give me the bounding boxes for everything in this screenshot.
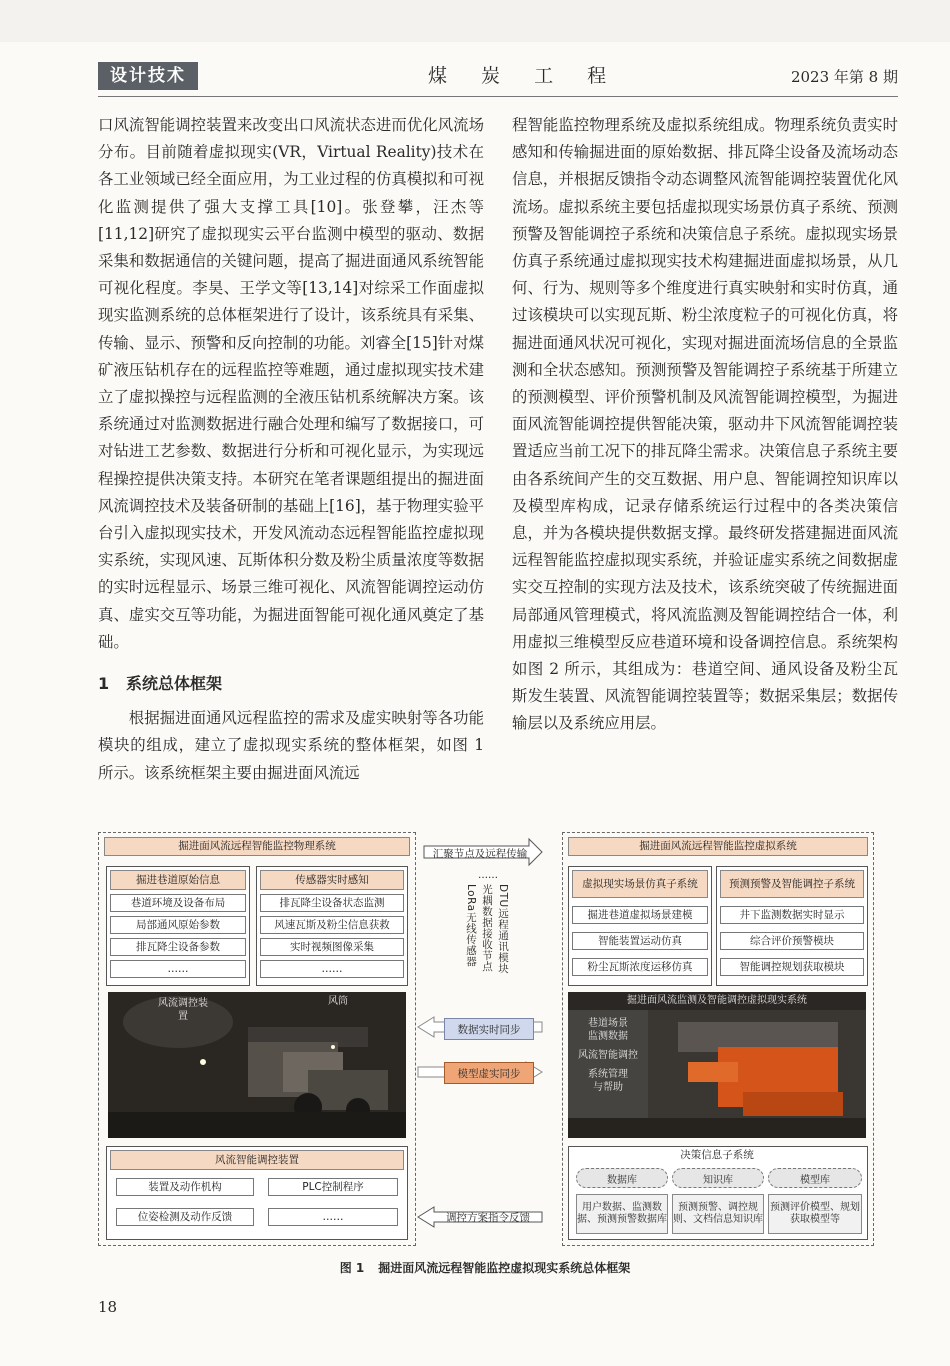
sensor-item: …… [260,960,404,978]
raw-info-item: …… [110,960,246,978]
sensor-item: 排瓦降尘设备状态监测 [260,894,404,912]
knowledge-base-content: 预测预警、调控规则、文档信息知识库 [672,1194,764,1234]
device-item: 装置及动作机构 [116,1178,254,1196]
journal-title: 煤 炭 工 程 [428,65,621,87]
sensor-title: 传感器实时感知 [260,870,404,890]
vr-menu-item: 风流智能调控 [578,1050,638,1061]
optocoupler-label: 光耦数据接收节点 [481,884,493,972]
sensor-item: 风速瓦斯及粉尘信息获救 [260,916,404,934]
photo-label-duct: 风筒 [328,996,348,1007]
vr-subsystem-title: 虚拟现实场景仿真子系统 [572,870,708,898]
model-base-icon: 模型库 [768,1168,862,1188]
section-number: 1 [98,674,110,694]
page-number: 18 [98,1298,118,1316]
raw-info-title: 掘进巷道原始信息 [110,870,246,890]
paragraph: 程智能监控物理系统及虚拟系统组成。物理系统负责实时感知和传输掘进面的原始数据、排瓦降尘设备及流场动态信息，并根据反馈指令动态调整风流智能调控装置优化风流场。虚拟系统主要包括虚拟现实场景仿真子系统、预测预警及智能调控子系统和决策信息子系统。虚拟现实场景仿真子系统通过虚拟现实技术构建掘进面虚拟场景，从几何、行为、规则等多个维度进行真实映射和实时仿真，通过该模块可以实现瓦斯、粉尘浓度粒子的可视化仿真，将掘进面通风状况可视化，实现对掘进面流场信息的全景监测和全状态感知。预测预警及智能调控子系统基于所建立的预测模型、评价预警机制及风流智能调控模型，为掘进面风流智能调控提供智能决策，驱动井下风流智能调控装置适应当前工况下的排瓦降尘需求。决策信息子系统主要由各系统间产生的交互数据、用户息、智能调控知识库以及模型库构成，记录存储系统运行过程中的各类决策信息，并为各模块提供数据支撑。最终研发搭建掘进面风流远程智能监控虚拟现实系统，并验证虚实系统之间数据虚实交互控制的实现方法及技术，该系统突破了传统掘进面局部通风管理模式，将风流监测及智能调控结合一体，利用虚拟三维模型反应巷道环境和设备调控信息。系统架构如图 2 所示，其组成为：巷道空间、通风设备及粉尘瓦斯发生装置、风流智能调控装置等；数据采集层；数据传输层以及系统应用层。 [512,116,898,733]
raw-info-item: 巷道环境及设备布局 [110,894,246,912]
figure-label: 图 1 [339,1261,365,1275]
model-base-content: 预测评价模型、规划获取模型等 [768,1194,862,1234]
vr-menu-item: 与帮助 [593,1082,623,1093]
sensor-item: 实时视频图像采集 [260,938,404,956]
feedback-label: 调控方案指令反馈 [446,1211,530,1224]
vr-menu-item: 系统管理 [588,1069,628,1080]
vr-item: 掘进巷道虚拟场景建模 [572,906,708,924]
dtu-label: DTU远程通讯模块 [497,884,509,974]
right-column [512,112,898,738]
paragraph: 口风流智能调控装置来改变出口风流状态进而优化风流场分布。目前随着虚拟现实(VR，Virtual Reality)技术在各工业领域已经全面应用，为工业过程的仿真模拟和可视化监测提供了强大支撑工具[10]。张登攀，汪杰等[11,12]研究了虚拟现实云平台监测中模型的驱动、数据采集和数据通信的关键问题，提高了掘进面通风系统智能可视化程度。李昊、王学文等[13,14]对综采工作面虚拟现实监测系统的总体框架进行了设计，该系统具有采集、传输、显示、预警和反向控制的功能。刘睿全[15]针对煤矿液压钻机存在的远程监控等难题，通过虚拟现实技术建立了虚拟操控与远程监测的全液压钻机系统解决方案。该系统通过对监测数据进行融合处理和编写了数据接口，可对钻进工艺参数、数据进行分析和可视化显示，为实现远程操控提供决策支持。本研究在笔者课题组提出的掘进面风流调控技术及装备研制的基础上[16]，基于物理实验平台引入虚拟现实技术，开发风流动态远程智能监控虚拟现实系统，实现风速、瓦斯体积分数及粉尘质量浓度等数据的实时远程显示、场景三维可视化、风流智能调控运动仿真、虚实交互等功能，为掘进面智能可视化通风奠定了基础。 [98,116,484,651]
knowledge-base-icon: 知识库 [672,1168,764,1188]
relay-label: 汇聚节点及远程传输 [432,848,528,860]
raw-info-item: 排瓦降尘设备参数 [110,938,246,956]
device-item: PLC控制程序 [268,1178,398,1196]
database-content: 用户数据、监测数据、预测预警数据库 [576,1194,668,1234]
left-column [98,112,484,787]
relay-dots: …… [478,870,498,881]
decision-title: 决策信息子系统 [572,1148,862,1163]
physical-system-title: 掘进面风流远程智能监控物理系统 [104,837,410,856]
device-item: …… [268,1208,398,1226]
section-title: 系统总体框架 [126,674,223,694]
top-margin-band [0,0,950,42]
figure-caption-text: 掘进面风流远程智能监控虚拟现实系统总体框架 [378,1261,631,1275]
device-title: 风流智能调控装置 [110,1150,404,1170]
paragraph: 根据掘进面通风远程监控的需求及虚实映射等各功能模块的组成，建立了虚拟现实系统的整体框架，如图 1 所示。该系统框架主要由掘进面风流远 [98,709,484,782]
warning-item: 智能调控规划获取模块 [720,958,864,976]
photo-label-device: 风流调控装置 [158,998,208,1022]
data-sync-tag: 数据实时同步 [444,1018,534,1040]
vr-screen-title: 掘进面风流监测及智能调控虚拟现实系统 [627,995,807,1006]
warning-item: 井下监测数据实时显示 [720,906,864,924]
virtual-system-title: 掘进面风流远程智能监控虚拟系统 [568,837,868,856]
database-icon: 数据库 [576,1168,668,1188]
warning-item: 综合评价预警模块 [720,932,864,950]
vr-item: 智能装置运动仿真 [572,932,708,950]
mine-photo [108,992,406,1138]
figure-1 [98,832,872,1252]
vr-screen-drawing [568,992,866,1138]
raw-info-item: 局部通风原始参数 [110,916,246,934]
model-sync-tag: 模型虚实同步 [444,1062,534,1084]
vr-menu-item: 巷道场景 [588,1018,628,1029]
issue-label: 2023 年第 8 期 [790,68,898,86]
section-heading [98,670,484,697]
warning-subsystem-title: 预测预警及智能调控子系统 [720,870,864,898]
device-item: 位姿检测及动作反馈 [116,1208,254,1226]
vr-screen-image [568,992,866,1138]
figure-caption [98,1259,872,1276]
lora-label: LoRa无线传感器 [465,884,477,967]
page-header [98,62,898,92]
mine-photo-drawing [108,992,406,1138]
section-tag: 设计技术 [98,62,198,90]
header-rule [98,96,898,97]
vr-item: 粉尘瓦斯浓度运移仿真 [572,958,708,976]
vr-menu-item: 监测数据 [588,1031,628,1042]
